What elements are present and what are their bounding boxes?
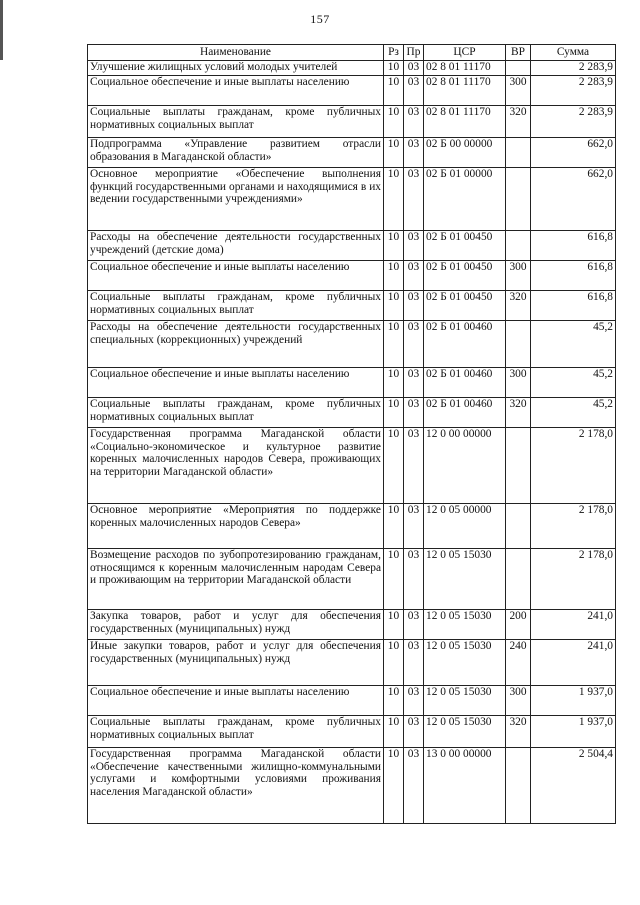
table-row — [88, 138, 616, 168]
row-sum: 241,0 — [531, 610, 616, 640]
table-header-row — [88, 45, 616, 61]
row-pr: 03 — [404, 748, 424, 824]
table-row — [88, 61, 616, 76]
row-csr: 02 8 01 11170 — [424, 106, 506, 138]
row-sum: 45,2 — [531, 368, 616, 398]
table-row — [88, 716, 616, 748]
row-rz: 10 — [384, 504, 404, 549]
table-row — [88, 504, 616, 549]
table-body — [88, 61, 616, 824]
row-vr: 300 — [506, 686, 531, 716]
row-sum: 616,8 — [531, 231, 616, 261]
row-sum: 2 178,0 — [531, 504, 616, 549]
row-name: Основное мероприятие «Мероприятия по поддержке коренных малочисленных народов Севера» — [88, 504, 384, 549]
header-name: Наименование — [88, 45, 384, 61]
header-sum: Сумма — [531, 45, 616, 61]
row-csr: 02 Б 01 00450 — [424, 291, 506, 321]
row-sum: 2 178,0 — [531, 428, 616, 504]
table-row — [88, 610, 616, 640]
header-csr: ЦСР — [424, 45, 506, 61]
row-sum: 616,8 — [531, 261, 616, 291]
table-row — [88, 261, 616, 291]
row-pr: 03 — [404, 640, 424, 686]
row-name: Социальные выплаты гражданам, кроме публичных нормативных социальных выплат — [88, 291, 384, 321]
row-name: Государственная программа Магаданской области «Обеспечение качественными жилищно-коммунальными услугами и комфортными условиями проживания населения Магаданской области» — [88, 748, 384, 824]
row-rz: 10 — [384, 748, 404, 824]
row-pr: 03 — [404, 261, 424, 291]
row-name: Подпрограмма «Управление развитием отрасли образования в Магаданской области» — [88, 138, 384, 168]
row-name: Расходы на обеспечение деятельности государственных специальных (коррекционных) учреждений — [88, 321, 384, 368]
header-rz: Рз — [384, 45, 404, 61]
table-row — [88, 76, 616, 106]
table-row — [88, 291, 616, 321]
row-sum: 2 283,9 — [531, 76, 616, 106]
row-rz: 10 — [384, 106, 404, 138]
row-pr: 03 — [404, 321, 424, 368]
row-csr: 12 0 05 00000 — [424, 504, 506, 549]
row-csr: 02 8 01 11170 — [424, 76, 506, 106]
budget-table — [87, 44, 616, 824]
page-number: 157 — [310, 12, 330, 26]
table-row — [88, 168, 616, 231]
row-vr: 200 — [506, 610, 531, 640]
row-csr: 02 Б 01 00000 — [424, 168, 506, 231]
row-pr: 03 — [404, 610, 424, 640]
row-sum: 662,0 — [531, 168, 616, 231]
row-name: Расходы на обеспечение деятельности государственных учреждений (детские дома) — [88, 231, 384, 261]
row-csr: 13 0 00 00000 — [424, 748, 506, 824]
row-pr: 03 — [404, 716, 424, 748]
row-sum: 616,8 — [531, 291, 616, 321]
scan-edge-mark — [0, 0, 3, 60]
row-pr: 03 — [404, 398, 424, 428]
row-vr — [506, 428, 531, 504]
row-vr — [506, 168, 531, 231]
row-name: Социальное обеспечение и иные выплаты населению — [88, 76, 384, 106]
row-pr: 03 — [404, 368, 424, 398]
row-name: Возмещение расходов по зубопротезированию гражданам, относящимся к коренным малочисленным народам Севера и проживающим на территории Магаданской области — [88, 549, 384, 610]
table-row — [88, 428, 616, 504]
row-rz: 10 — [384, 640, 404, 686]
row-sum: 1 937,0 — [531, 716, 616, 748]
row-vr — [506, 138, 531, 168]
row-rz: 10 — [384, 76, 404, 106]
row-csr: 02 Б 01 00460 — [424, 368, 506, 398]
row-csr: 12 0 00 00000 — [424, 428, 506, 504]
row-rz: 10 — [384, 428, 404, 504]
row-csr: 12 0 05 15030 — [424, 686, 506, 716]
row-vr: 320 — [506, 106, 531, 138]
row-name: Иные закупки товаров, работ и услуг для обеспечения государственных (муниципальных) нужд — [88, 640, 384, 686]
row-rz: 10 — [384, 168, 404, 231]
row-vr: 320 — [506, 398, 531, 428]
row-sum: 45,2 — [531, 398, 616, 428]
row-csr: 12 0 05 15030 — [424, 716, 506, 748]
row-vr: 320 — [506, 716, 531, 748]
row-sum: 2 283,9 — [531, 61, 616, 76]
row-csr: 02 Б 00 00000 — [424, 138, 506, 168]
row-rz: 10 — [384, 610, 404, 640]
row-vr: 300 — [506, 368, 531, 398]
row-csr: 02 Б 01 00460 — [424, 398, 506, 428]
row-pr: 03 — [404, 549, 424, 610]
row-vr: 240 — [506, 640, 531, 686]
row-rz: 10 — [384, 686, 404, 716]
row-pr: 03 — [404, 168, 424, 231]
header-pr: Пр — [404, 45, 424, 61]
row-rz: 10 — [384, 716, 404, 748]
table-row — [88, 106, 616, 138]
row-sum: 662,0 — [531, 138, 616, 168]
row-sum: 241,0 — [531, 640, 616, 686]
row-sum: 45,2 — [531, 321, 616, 368]
row-csr: 02 8 01 11170 — [424, 61, 506, 76]
row-pr: 03 — [404, 428, 424, 504]
row-csr: 12 0 05 15030 — [424, 549, 506, 610]
table-row — [88, 231, 616, 261]
row-name: Социальное обеспечение и иные выплаты населению — [88, 261, 384, 291]
row-rz: 10 — [384, 321, 404, 368]
row-csr: 12 0 05 15030 — [424, 610, 506, 640]
row-name: Социальные выплаты гражданам, кроме публичных нормативных социальных выплат — [88, 398, 384, 428]
row-csr: 02 Б 01 00460 — [424, 321, 506, 368]
row-csr: 12 0 05 15030 — [424, 640, 506, 686]
row-name: Социальное обеспечение и иные выплаты населению — [88, 686, 384, 716]
row-rz: 10 — [384, 291, 404, 321]
row-vr — [506, 549, 531, 610]
row-name: Основное мероприятие «Обеспечение выполнения функций государственными органами и находящимися в их ведении государственными учреждениями» — [88, 168, 384, 231]
header-vr: ВР — [506, 45, 531, 61]
row-pr: 03 — [404, 504, 424, 549]
table-row — [88, 686, 616, 716]
row-vr: 300 — [506, 261, 531, 291]
table-row — [88, 549, 616, 610]
row-rz: 10 — [384, 61, 404, 76]
row-csr: 02 Б 01 00450 — [424, 261, 506, 291]
row-vr: 300 — [506, 76, 531, 106]
row-pr: 03 — [404, 76, 424, 106]
row-pr: 03 — [404, 291, 424, 321]
row-name: Государственная программа Магаданской области «Социально-экономическое и культурное развитие коренных малочисленных народов Севера, проживающих на территории Магаданской области» — [88, 428, 384, 504]
row-csr: 02 Б 01 00450 — [424, 231, 506, 261]
row-vr — [506, 61, 531, 76]
row-sum: 2 504,4 — [531, 748, 616, 824]
table-row — [88, 398, 616, 428]
row-vr — [506, 231, 531, 261]
table-row — [88, 321, 616, 368]
table-row — [88, 748, 616, 824]
row-pr: 03 — [404, 61, 424, 76]
row-name: Закупка товаров, работ и услуг для обеспечения государственных (муниципальных) нужд — [88, 610, 384, 640]
row-rz: 10 — [384, 138, 404, 168]
row-name: Социальные выплаты гражданам, кроме публичных нормативных социальных выплат — [88, 106, 384, 138]
row-pr: 03 — [404, 138, 424, 168]
row-rz: 10 — [384, 549, 404, 610]
row-sum: 2 283,9 — [531, 106, 616, 138]
table-row — [88, 368, 616, 398]
row-rz: 10 — [384, 261, 404, 291]
row-name: Социальные выплаты гражданам, кроме публичных нормативных социальных выплат — [88, 716, 384, 748]
row-rz: 10 — [384, 231, 404, 261]
row-pr: 03 — [404, 106, 424, 138]
row-name: Социальное обеспечение и иные выплаты населению — [88, 368, 384, 398]
row-vr: 320 — [506, 291, 531, 321]
row-sum: 2 178,0 — [531, 549, 616, 610]
table-row — [88, 640, 616, 686]
row-vr — [506, 321, 531, 368]
row-vr — [506, 504, 531, 549]
row-pr: 03 — [404, 231, 424, 261]
row-vr — [506, 748, 531, 824]
row-pr: 03 — [404, 686, 424, 716]
row-rz: 10 — [384, 368, 404, 398]
row-rz: 10 — [384, 398, 404, 428]
row-sum: 1 937,0 — [531, 686, 616, 716]
row-name: Улучшение жилищных условий молодых учителей — [88, 61, 384, 76]
